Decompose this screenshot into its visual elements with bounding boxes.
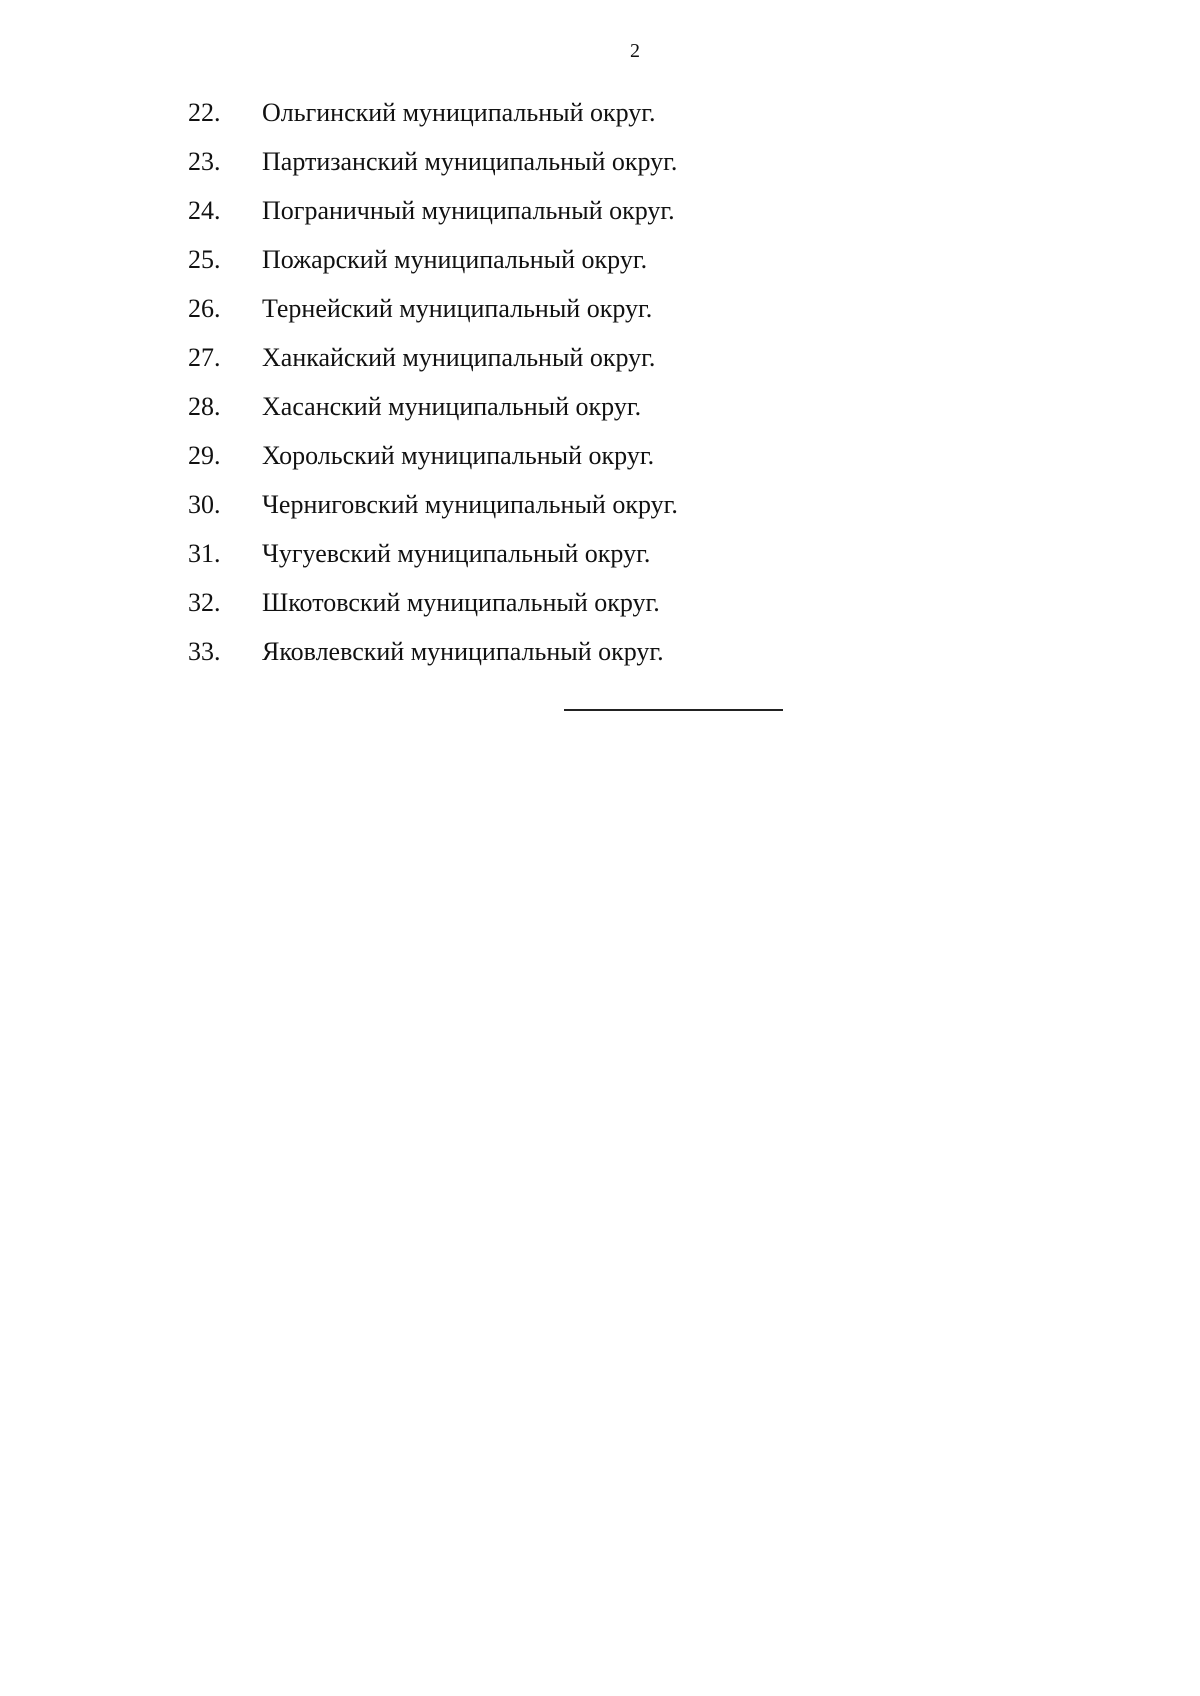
- list-item: [188, 137, 988, 186]
- item-number: 33.: [188, 637, 221, 666]
- item-text: Хорольский муниципальный округ.: [262, 441, 655, 470]
- list-item: [188, 578, 988, 627]
- item-number: 22.: [188, 98, 221, 127]
- list-item: [188, 235, 988, 284]
- item-text: Яковлевский муниципальный округ.: [262, 637, 664, 666]
- item-number: 23.: [188, 147, 221, 176]
- list-item: [188, 480, 988, 529]
- item-text: Ольгинский муниципальный округ.: [262, 98, 656, 127]
- item-number: 27.: [188, 343, 221, 372]
- item-number: 28.: [188, 392, 221, 421]
- list-item: [188, 627, 988, 676]
- item-number: 26.: [188, 294, 221, 323]
- item-text: Партизанский муниципальный округ.: [262, 147, 678, 176]
- end-divider: [564, 709, 783, 711]
- item-text: Чугуевский муниципальный округ.: [262, 539, 651, 568]
- item-number: 32.: [188, 588, 221, 617]
- list-item: [188, 284, 988, 333]
- list-item: [188, 529, 988, 578]
- item-text: Хасанский муниципальный округ.: [262, 392, 642, 421]
- list-item: [188, 88, 988, 137]
- item-number: 24.: [188, 196, 221, 225]
- list-item: [188, 186, 988, 235]
- item-number: 31.: [188, 539, 221, 568]
- district-list: [188, 88, 988, 676]
- item-text: Шкотовский муниципальный округ.: [262, 588, 660, 617]
- item-number: 29.: [188, 441, 221, 470]
- item-number: 30.: [188, 490, 221, 519]
- item-text: Тернейский муниципальный округ.: [262, 294, 653, 323]
- item-text: Пожарский муниципальный округ.: [262, 245, 648, 274]
- item-text: Пограничный муниципальный округ.: [262, 196, 675, 225]
- item-number: 25.: [188, 245, 221, 274]
- page-number: 2: [630, 40, 640, 62]
- list-item: [188, 382, 988, 431]
- item-text: Черниговский муниципальный округ.: [262, 490, 678, 519]
- item-text: Ханкайский муниципальный округ.: [262, 343, 656, 372]
- list-item: [188, 431, 988, 480]
- list-item: [188, 333, 988, 382]
